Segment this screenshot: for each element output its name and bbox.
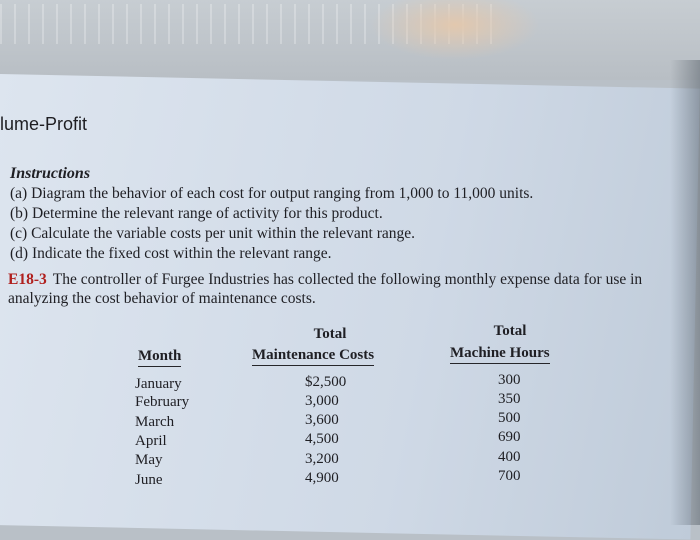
instruction-item-d: (d) Indicate the fixed cost within the relevant range. [10,245,332,262]
table-row-hours: 500 [498,410,521,426]
table-row-month: June [135,472,163,488]
costs-header-bottom: Maintenance Costs [252,347,374,366]
exercise-text: The controller of Furgee Industries has collected the following monthly expense data for use in analyzing the cost behavior of maintenance costs. [8,271,643,307]
table-row-cost: 3,200 [305,451,339,467]
table-row-hours: 400 [498,449,521,465]
table-row-month: May [135,452,163,468]
table-row-hours: 350 [498,391,521,407]
hours-header-top: Total [493,323,527,339]
table-row-hours: 700 [498,468,521,484]
exercise-paragraph [8,270,668,308]
table-row-month: February [135,394,190,410]
table-row-cost: 4,900 [305,470,339,486]
table-row-cost: 3,000 [305,393,339,409]
table-row-month: March [135,414,175,430]
table-row-hours: 690 [498,429,521,445]
table-row-cost: 3,600 [305,412,339,428]
table-row-month: April [135,433,167,449]
table-row-cost: $2,500 [305,374,347,390]
chapter-title: lume-Profit [0,114,88,134]
instruction-item-a: (a) Diagram the behavior of each cost for output ranging from 1,000 to 11,000 units. [10,185,534,202]
table-row-month: January [135,376,182,392]
page-shadow [670,60,700,525]
instruction-item-b: (b) Determine the relevant range of activity for this product. [10,205,383,222]
exercise-number: E18-3 [8,271,47,288]
table-row-hours: 300 [498,372,521,388]
costs-header-top: Total [313,326,347,342]
instruction-item-c: (c) Calculate the variable costs per unit within the relevant range. [10,225,415,242]
table-row-cost: 4,500 [305,431,339,447]
instructions-heading: Instructions [10,165,91,182]
month-header: Month [138,348,181,367]
hours-header-bottom: Machine Hours [450,345,550,364]
